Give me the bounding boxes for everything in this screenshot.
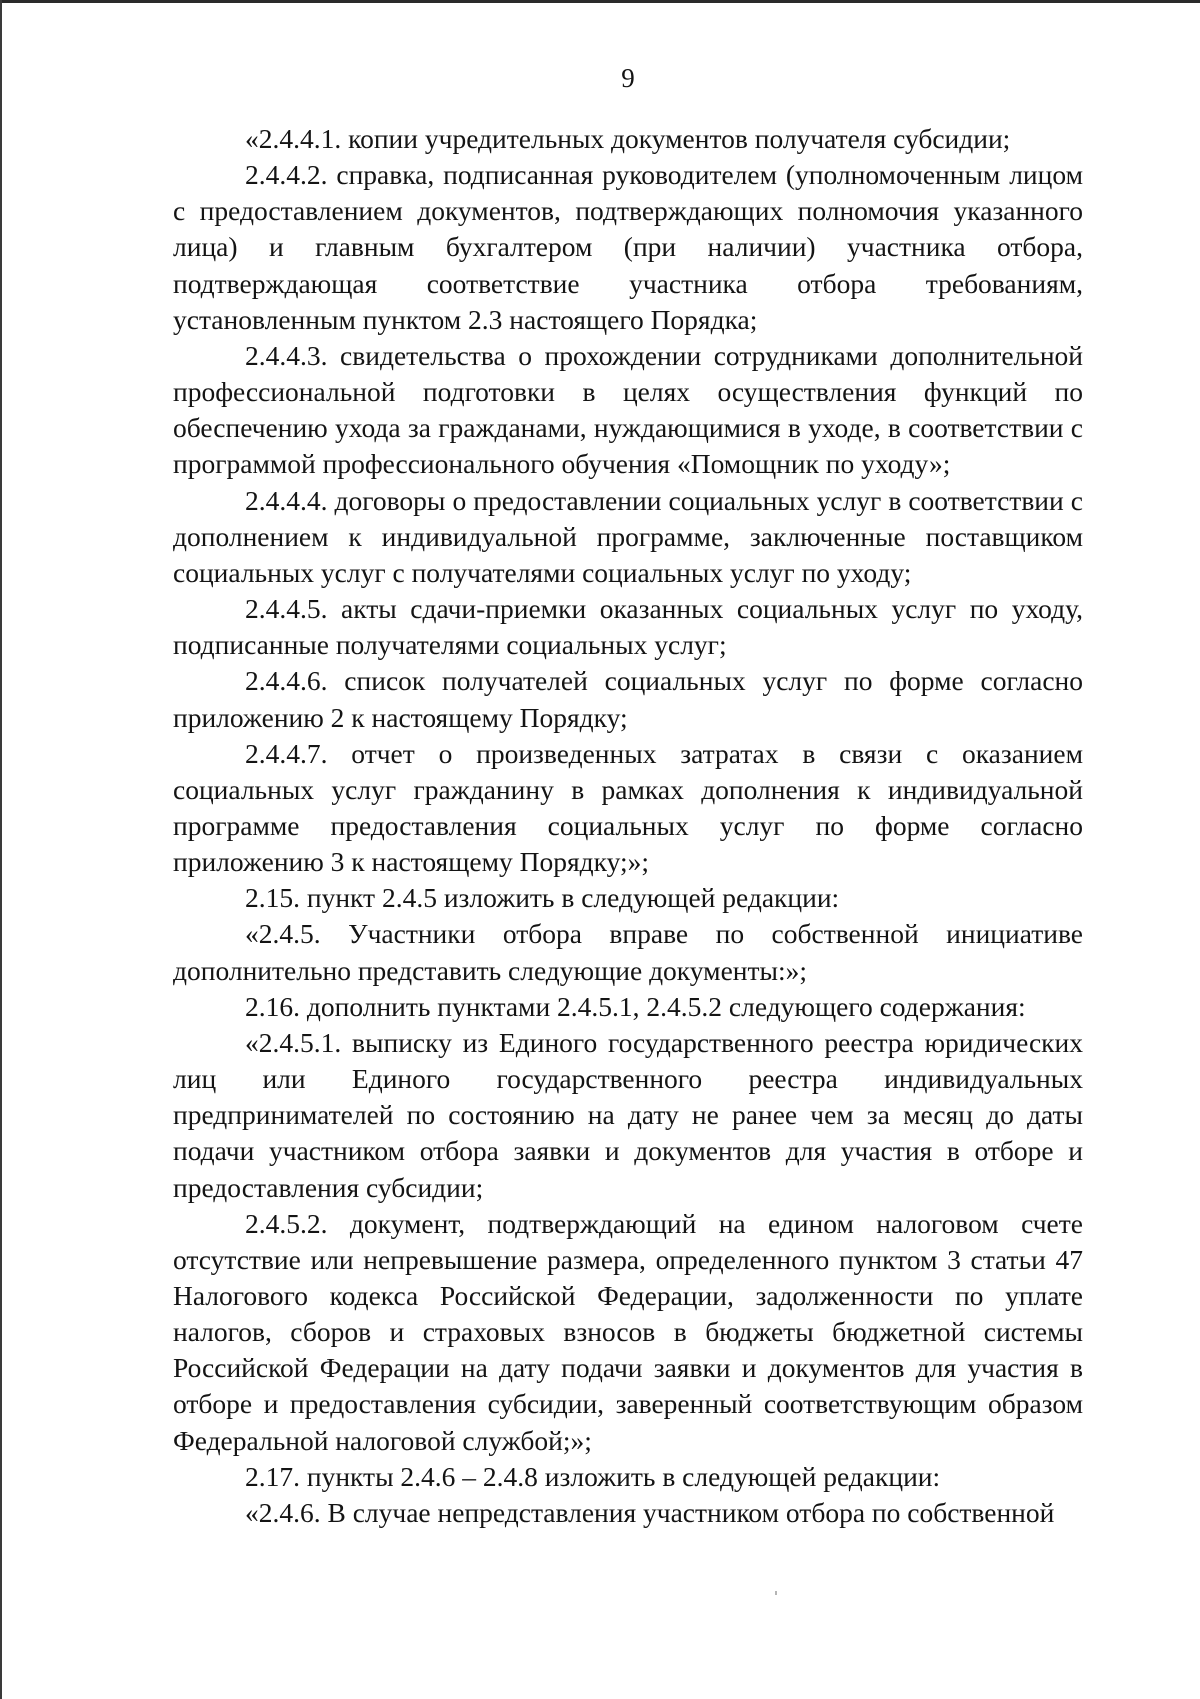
paragraph-2-4-4-2: 2.4.4.2. справка, подписанная руководителем (уполномоченным лицом с предоставлением документов, подтверждающих полномочия указанного лица) и главным бухгалтером (при наличии) участника отбора, подтверждающая соответствие участника отбора требованиям, установленным пунктом 2.3 настоящего Порядка;: [173, 159, 1083, 335]
paragraph-2-4-5-1: «2.4.5.1. выписку из Единого государственного реестра юридических лиц или Единого государственного реестра индивидуальных предпринимателей по состоянию на дату не ранее чем за месяц до даты подачи участником отбора заявки и документов для участия в отборе и предоставления субсидии;: [173, 1026, 1083, 1203]
document-body: [173, 121, 1083, 1531]
paragraph-2-4-5-2: 2.4.5.2. документ, подтверждающий на едином налоговом счете отсутствие или непревышение размера, определенного пунктом 3 статьи 47 Налогового кодекса Российской Федерации, задолженности по уплате налогов, сборов и страховых взносов в бюджеты бюджетной системы Российской Федерации на дату подачи заявки и документов для участия в отборе и предоставления субсидии, заверенный соответствующим образом Федеральной налоговой службой;»;: [173, 1207, 1083, 1456]
scan-artifact: [775, 1591, 777, 1595]
paragraph-2-4-4-1: «2.4.4.1. копии учредительных документов получателя субсидии;: [245, 123, 1011, 154]
paragraph-2-4-4-5: 2.4.4.5. акты сдачи-приемки оказанных социальных услуг по уходу, подписанные получателями социальных услуг;: [173, 593, 1083, 661]
paragraph-2-16: 2.16. дополнить пунктами 2.4.5.1, 2.4.5.2 следующего содержания:: [245, 990, 1026, 1022]
paragraph-2-4-4-3: 2.4.4.3. свидетельства о прохождении сотрудниками дополнительной профессиональной подготовки в целях осуществления функций по обеспечению ухода за гражданами, нуждающимися в уходе, в соответствии с программой профессионального обучения «Помощник по уходу»;: [173, 339, 1083, 480]
paragraph-2-17: 2.17. пункты 2.4.6 – 2.4.8 изложить в следующей редакции:: [245, 1460, 941, 1492]
paragraph-2-4-6: «2.4.6. В случае непредставления участником отбора по собственной: [245, 1496, 1055, 1528]
paragraph-2-4-5: «2.4.5. Участники отбора вправе по собственной инициативе дополнительно представить следующие документы:»;: [173, 918, 1083, 986]
scan-left-edge: [0, 0, 2, 1699]
paragraph-2-4-4-7: 2.4.4.7. отчет о произведенных затратах в связи с оказанием социальных услуг гражданину в рамках дополнения к индивидуальной программе предоставления социальных услуг по форме согласно приложению 3 к настоящему Порядку;»;: [173, 737, 1083, 878]
page-number: 9: [621, 63, 635, 93]
paragraph-2-4-4-6: 2.4.4.6. список получателей социальных услуг по форме согласно приложению 2 к настоящему Порядку;: [173, 665, 1083, 733]
scan-top-edge: [0, 0, 1200, 3]
paragraph-2-15: 2.15. пункт 2.4.5 изложить в следующей редакции:: [245, 882, 840, 914]
paragraph-2-4-4-4: 2.4.4.4. договоры о предоставлении социальных услуг в соответствии с дополнением к индивидуальной программе, заключенные поставщиком социальных услуг с получателями социальных услуг по уходу;: [173, 484, 1083, 588]
